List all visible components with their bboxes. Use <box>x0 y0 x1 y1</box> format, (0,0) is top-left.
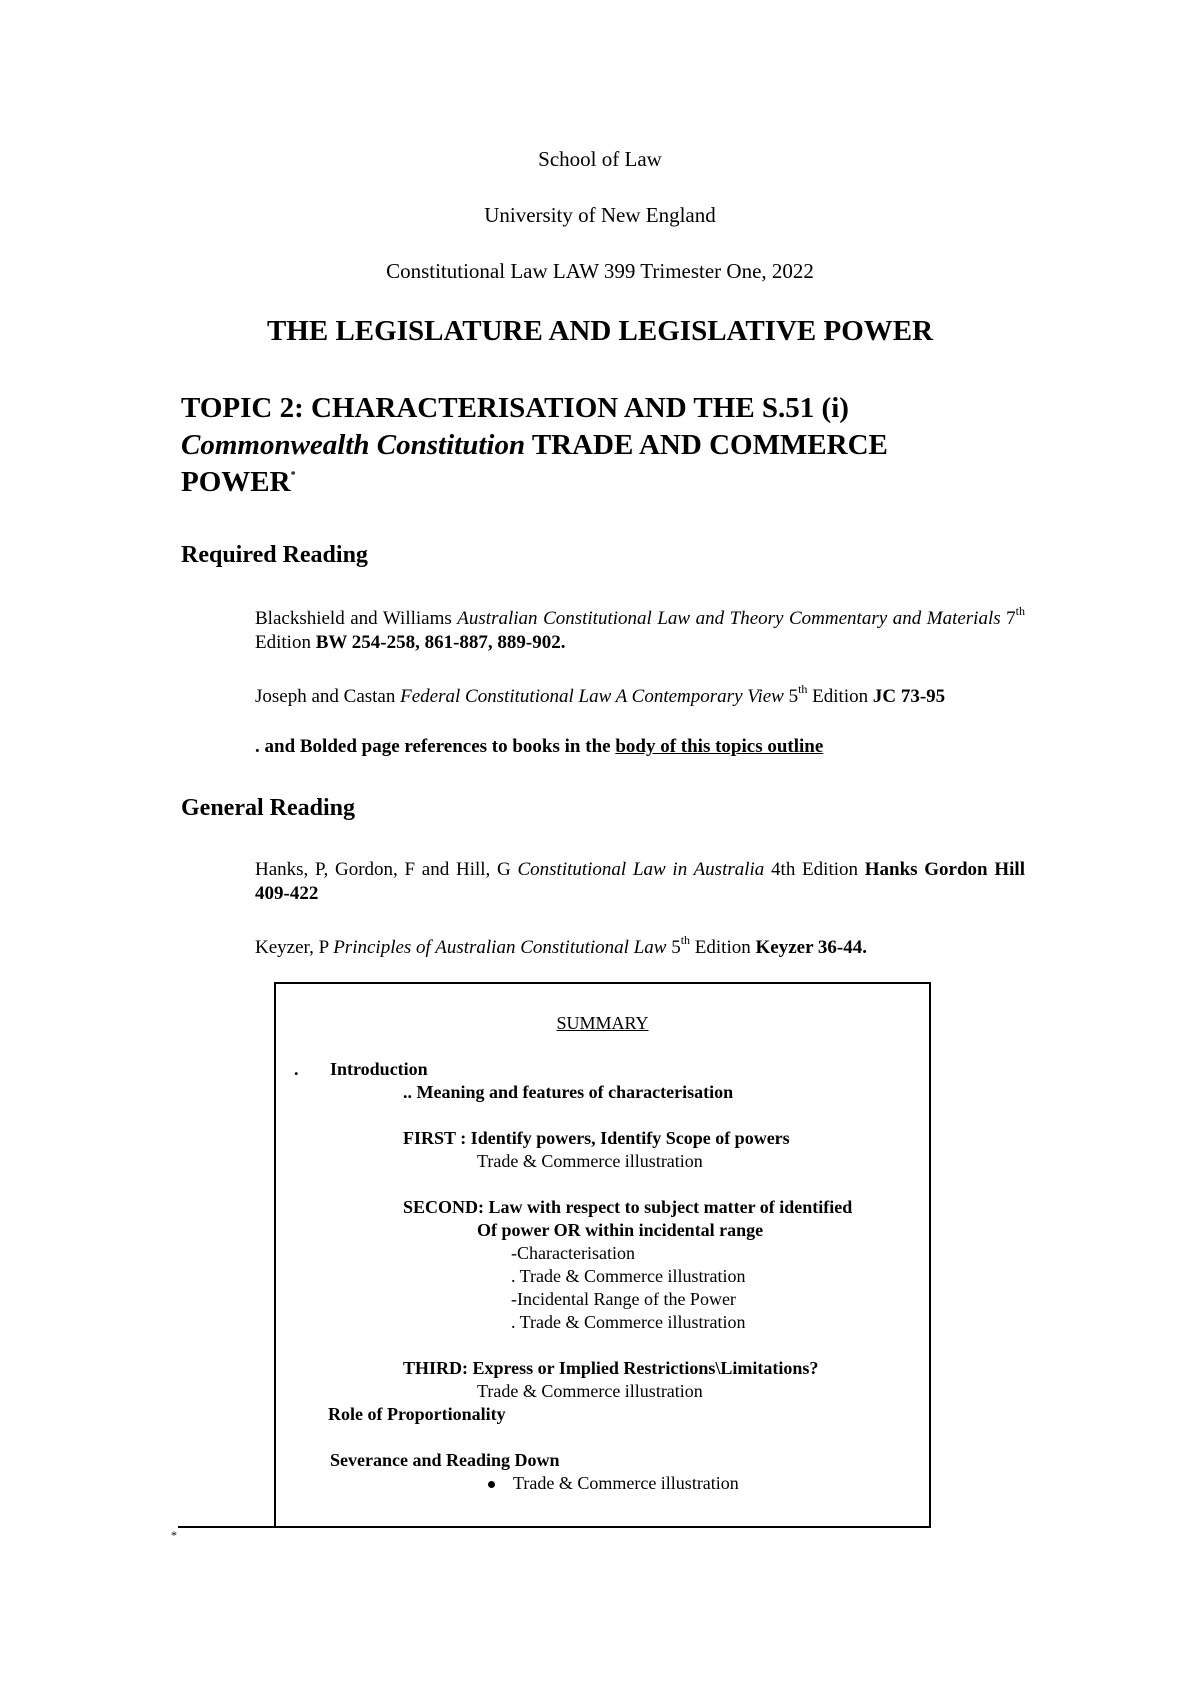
summary-third-illustration: Trade & Commerce illustration <box>477 1381 703 1401</box>
ref-edition: 4th Edition <box>764 859 865 880</box>
ref-edition-sup: th <box>680 932 691 947</box>
summary-first: FIRST : Identify powers, Identify Scope of powers <box>403 1128 790 1148</box>
school-name: School of Law <box>538 147 662 171</box>
summary-heading-text: SUMMARY <box>556 1013 649 1033</box>
topic-line-1: TOPIC 2: CHARACTERISATION AND THE S.51 (i) <box>181 392 849 424</box>
summary-introduction: Introduction <box>330 1059 428 1079</box>
summary-heading <box>276 1012 929 1034</box>
note-prefix: . and Bolded page references to books in the <box>255 736 616 757</box>
summary-intro-bullet: . <box>294 1059 299 1079</box>
topic-title <box>181 390 1021 501</box>
general-reading-heading: General Reading <box>181 795 355 821</box>
ref-title: Australian Constitutional Law and Theory Commentary and Materials <box>457 608 1001 629</box>
summary-characterisation: -Characterisation <box>511 1243 635 1263</box>
ref-edition-word: Edition <box>807 686 873 707</box>
ref-edition-num: 7 <box>1000 608 1016 629</box>
summary-characterisation-illustration: . Trade & Commerce illustration <box>511 1266 746 1286</box>
required-reference-2 <box>255 681 1025 709</box>
ref-authors: Joseph and Castan <box>255 686 401 707</box>
ref-pages: Hanks Gordon Hill 409-422 <box>255 859 1025 904</box>
topic-footnote-mark: * <box>290 470 296 482</box>
ref-authors: Blackshield and Williams <box>255 608 458 629</box>
summary-third: THIRD: Express or Implied Restrictions\Limitations? <box>403 1358 819 1378</box>
ref-edition-word: Edition <box>690 937 756 958</box>
summary-incidental-range: -Incidental Range of the Power <box>511 1289 736 1309</box>
university-name: University of New England <box>484 203 716 227</box>
summary-box <box>274 982 931 1528</box>
footnote-marker: * <box>171 1528 177 1542</box>
topic-line-3 <box>181 464 1021 501</box>
summary-severance: Severance and Reading Down <box>330 1450 560 1470</box>
ref-title: Federal Constitutional Law A Contemporary View <box>400 686 784 707</box>
summary-meaning: .. Meaning and features of characterisation <box>403 1082 734 1102</box>
main-title: THE LEGISLATURE AND LEGISLATIVE POWER <box>266 315 934 347</box>
summary-first-illustration: Trade & Commerce illustration <box>477 1151 703 1171</box>
general-reference-2 <box>255 932 1025 960</box>
ref-pages: BW 254-258, 861-887, 889-902. <box>315 632 566 653</box>
ref-edition-sup: th <box>798 681 808 696</box>
ref-title: Principles of Australian Constitutional Law <box>333 937 667 958</box>
summary-severance-illustration: Trade & Commerce illustration <box>513 1473 739 1493</box>
required-reference-1 <box>255 603 1026 655</box>
note-underlined: body of this topics outline <box>615 736 824 757</box>
ref-authors: Keyzer, P <box>255 937 334 958</box>
ref-edition-word: Edition <box>255 632 316 653</box>
required-reading-heading: Required Reading <box>181 542 368 568</box>
summary-severance-illustration-item <box>488 1472 739 1494</box>
ref-title: Constitutional Law in Australia <box>517 859 765 880</box>
topic-line-3-text: POWER <box>181 466 291 498</box>
ref-pages: JC 73-95 <box>872 686 946 707</box>
summary-incidental-illustration: . Trade & Commerce illustration <box>511 1312 746 1332</box>
course-line: Constitutional Law LAW 399 Trimester One, 2022 <box>386 259 814 283</box>
ref-edition-sup: th <box>1015 603 1026 618</box>
ref-edition-num: 5 <box>783 686 799 707</box>
ref-pages: Keyzer 36-44. <box>755 937 867 958</box>
summary-proportionality: Role of Proportionality <box>328 1404 506 1424</box>
summary-second: SECOND: Law with respect to subject matter of identified <box>403 1197 853 1217</box>
topic-line-2-rest: TRADE AND COMMERCE <box>525 429 888 461</box>
topic-line-2 <box>181 427 1021 464</box>
topic-italic: Commonwealth Constitution <box>181 429 526 461</box>
ref-edition-num: 5 <box>666 937 681 958</box>
footnote-separator <box>178 1526 275 1528</box>
bolded-references-note <box>255 735 1025 759</box>
summary-second-cont: Of power OR within incidental range <box>477 1220 764 1240</box>
ref-authors: Hanks, P, Gordon, F and Hill, G <box>255 859 518 880</box>
general-reference-1 <box>255 858 1025 906</box>
bullet-icon <box>488 1481 495 1488</box>
